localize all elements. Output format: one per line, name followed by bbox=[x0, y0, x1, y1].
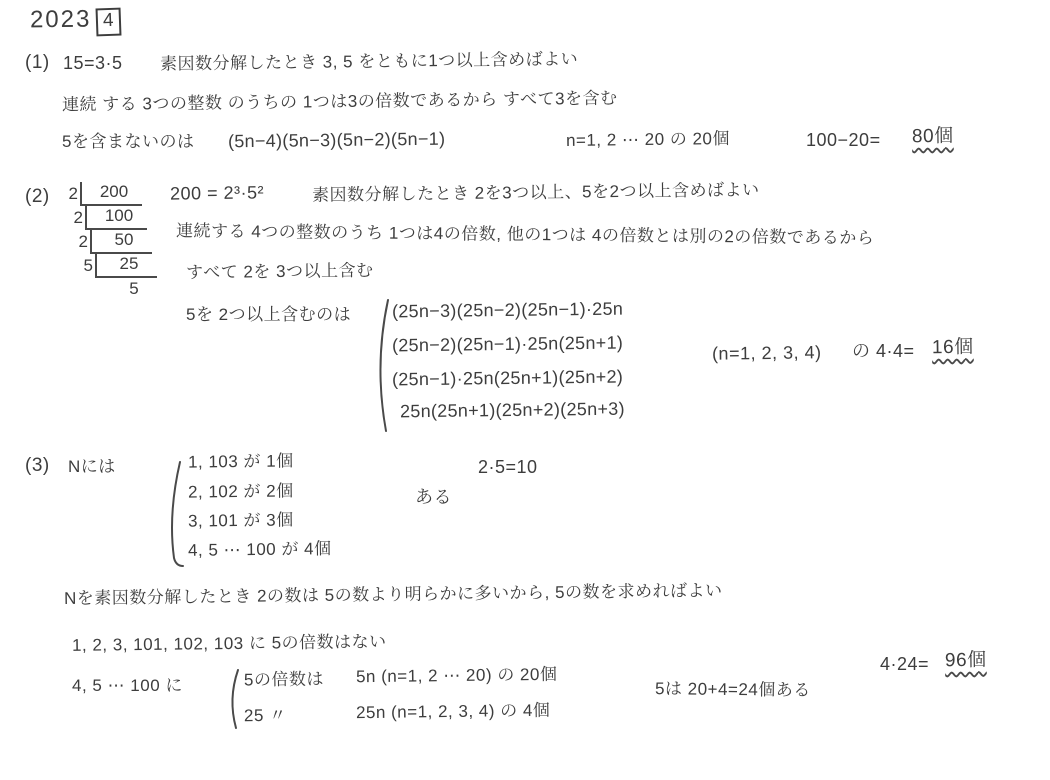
division-ladder bbox=[62, 182, 162, 299]
s3-line3: 1, 2, 3, 101, 102, 103 に 5の倍数はない bbox=[71, 632, 387, 655]
ladder-row bbox=[67, 206, 162, 230]
ladder-value: 25 bbox=[95, 254, 157, 278]
s2-line4-lead: 5を 2つ以上含むのは bbox=[186, 305, 352, 324]
ladder-divisor: 2 bbox=[68, 184, 78, 203]
s1-equation: 15=3·5 bbox=[63, 53, 123, 73]
ladder-row bbox=[62, 182, 162, 206]
ladder-spacer bbox=[82, 297, 98, 299]
s3-line2: Nを素因数分解したとき 2の数は 5の数より明らかに多いから, 5の数を求めればよい bbox=[63, 580, 723, 609]
s2-line2: 連続する 4つの整数のうち 1つは4の倍数, 他の1つは 4の倍数とは別の2の倍数であるから bbox=[175, 221, 875, 248]
s3-item-4: 4, 5 ⋯ 100 が 4個 bbox=[187, 539, 332, 560]
s3-mult-2-head: 25 〃 bbox=[243, 705, 287, 726]
problem-number-box bbox=[96, 8, 121, 36]
ladder-row bbox=[72, 230, 162, 254]
ladder-result: 5 bbox=[129, 279, 139, 298]
s3-lead: Nには bbox=[68, 457, 116, 476]
ladder-divisor: 2 bbox=[78, 232, 88, 251]
ladder-divisor: 2 bbox=[73, 208, 83, 227]
s2-product-4: 25n(25n+1)(25n+2)(25n+3) bbox=[399, 398, 625, 422]
s3-item-3: 3, 101 が 3個 bbox=[187, 510, 294, 531]
s2-answer: 16個 bbox=[931, 336, 974, 359]
ladder-value: 200 bbox=[80, 182, 142, 206]
header-year: 2023 bbox=[29, 5, 92, 34]
s1-line1: 素因数分解したとき 3, 5 をともに1つ以上含めばよい bbox=[159, 49, 579, 74]
s2-range: (n=1, 2, 3, 4) bbox=[711, 342, 822, 364]
products-brace bbox=[372, 298, 390, 433]
problem-number: 4 bbox=[96, 8, 122, 37]
s2-equation: 200 = 2³·5² bbox=[169, 182, 265, 204]
s1-products: (5n−4)(5n−3)(5n−2)(5n−1) bbox=[227, 128, 446, 152]
s3-item-2: 2, 102 が 2個 bbox=[187, 481, 294, 502]
ladder-result-row bbox=[82, 278, 162, 299]
s1-calc: 100−20= bbox=[806, 130, 881, 150]
ladder-value: 100 bbox=[85, 206, 147, 230]
ladder-row bbox=[77, 254, 162, 278]
s3-mult-1-head: 5の倍数は bbox=[243, 669, 325, 690]
s3-calc: 4·24= bbox=[880, 654, 930, 674]
list-brace bbox=[164, 460, 184, 568]
s1-label: (1) bbox=[25, 52, 50, 73]
s2-line3: すべて 2を 3つ以上含む bbox=[185, 260, 374, 283]
s2-label: (2) bbox=[25, 186, 50, 207]
ladder-divisor: 5 bbox=[83, 256, 93, 275]
s3-note: 2·5=10 bbox=[478, 457, 538, 477]
s3-label: (3) bbox=[25, 455, 50, 476]
s3-item-1: 1, 103 が 1個 bbox=[187, 451, 294, 472]
s1-line2: 連続 する 3つの整数 のうちの 1つは3の倍数であるから すべて3を含む bbox=[61, 88, 618, 115]
s1-answer: 80個 bbox=[911, 125, 954, 148]
s3-answer: 96個 bbox=[944, 649, 987, 672]
ladder-value: 50 bbox=[90, 230, 152, 254]
s2-product-2: (25n−2)(25n−1)·25n(25n+1) bbox=[391, 332, 624, 356]
s3-mult-1-body: 5n (n=1, 2 ⋯ 20) の 20個 bbox=[355, 664, 558, 687]
s2-product-3: (25n−1)·25n(25n+1)(25n+2) bbox=[391, 366, 624, 390]
s2-line1: 素因数分解したとき 2を3つ以上、5を2つ以上含めばよい bbox=[311, 180, 760, 205]
s3-mult-2-body: 25n (n=1, 2, 3, 4) の 4個 bbox=[355, 700, 551, 723]
multiples-brace bbox=[226, 668, 240, 730]
s3-right: 5は 20+4=24個ある bbox=[654, 679, 811, 700]
s3-line4-lead: 4, 5 ⋯ 100 に bbox=[72, 676, 183, 695]
s3-aru: ある bbox=[414, 486, 453, 508]
s2-calc: の 4·4= bbox=[852, 341, 915, 361]
s1-range: n=1, 2 ⋯ 20 の 20個 bbox=[565, 128, 731, 151]
s1-line3-lead: 5を含まないのは bbox=[62, 132, 195, 151]
s2-product-1: (25n−3)(25n−2)(25n−1)·25n bbox=[391, 298, 624, 322]
